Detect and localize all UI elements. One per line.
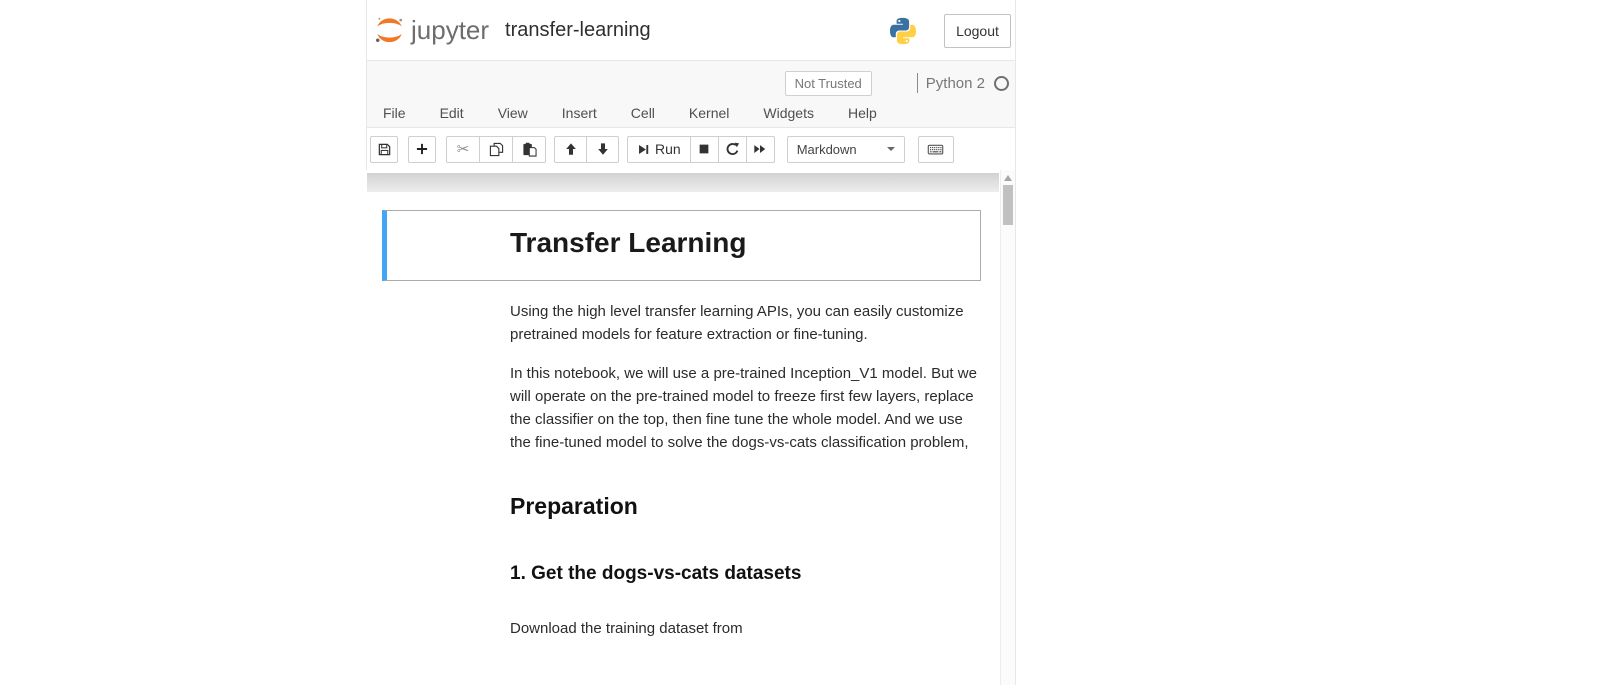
kernel-divider xyxy=(917,73,918,93)
header xyxy=(367,0,1015,60)
menu-widgets[interactable]: Widgets xyxy=(763,105,814,121)
run-button[interactable] xyxy=(627,136,691,163)
markdown-cells xyxy=(510,281,978,640)
heading-transfer-learning: Transfer Learning xyxy=(510,227,747,258)
scissors-icon: ✂ xyxy=(456,140,470,158)
status-row xyxy=(367,61,1015,98)
top-chrome xyxy=(366,0,1016,170)
run-button-label: Run xyxy=(655,141,681,157)
markdown-cell-intro-2[interactable]: In this notebook, we will use a pre-trained Inception_V1 model. But we will operate on the pre-trained model to freeze first few layers, replace the classifier on the top, then fine tune the whole model. And we use the fine-tuned model to solve the dogs-vs-cats classification problem, xyxy=(510,365,977,451)
menu-view[interactable]: View xyxy=(497,105,528,121)
menu-kernel[interactable]: Kernel xyxy=(688,105,730,121)
scrollbar[interactable] xyxy=(1000,170,1015,685)
scrollbar-thumb[interactable] xyxy=(1003,185,1013,225)
menu-file[interactable]: File xyxy=(383,105,406,121)
markdown-cell-download[interactable]: Download the training dataset from xyxy=(510,620,743,637)
paste-cells-button[interactable] xyxy=(512,136,546,163)
insert-cell-below-button[interactable] xyxy=(408,136,436,163)
move-button-group xyxy=(554,136,619,163)
kernel-idle-icon xyxy=(994,76,1009,91)
paste-icon xyxy=(522,142,537,157)
interrupt-kernel-button[interactable] xyxy=(690,136,719,163)
jupyter-logo[interactable] xyxy=(373,14,489,47)
copy-icon xyxy=(489,142,504,157)
menu-bar xyxy=(367,60,1015,128)
toolbar xyxy=(367,128,1015,170)
scroll-up-arrow[interactable] xyxy=(1004,175,1012,181)
python-logo-icon xyxy=(888,16,918,46)
trust-indicator[interactable]: Not Trusted xyxy=(785,71,872,96)
menu-cell[interactable]: Cell xyxy=(630,105,655,121)
cell-type-value: Markdown xyxy=(796,141,857,157)
heading-get-datasets[interactable]: 1. Get the dogs-vs-cats datasets xyxy=(510,563,802,584)
logout-button[interactable]: Logout xyxy=(944,14,1011,48)
chevron-down-icon xyxy=(887,147,895,151)
arrow-up-icon xyxy=(564,142,578,156)
move-cell-down-button[interactable] xyxy=(586,136,619,163)
clipboard-button-group xyxy=(446,136,546,163)
markdown-cell-intro-1[interactable]: Using the high level transfer learning APIs, you can easily customize pretrained models for feature extraction or fine-tuning. xyxy=(510,303,964,343)
command-palette-button[interactable] xyxy=(918,136,954,163)
cut-cells-button[interactable] xyxy=(446,136,480,163)
move-cell-up-button[interactable] xyxy=(554,136,587,163)
jupyter-wordmark: jupyter xyxy=(411,14,490,45)
plus-icon xyxy=(415,142,429,156)
notebook-area xyxy=(366,170,1016,685)
restart-kernel-button[interactable] xyxy=(718,136,747,163)
stop-icon xyxy=(697,142,711,156)
heading-preparation[interactable]: Preparation xyxy=(510,493,638,519)
run-button-group xyxy=(627,136,775,163)
menu-edit[interactable]: Edit xyxy=(439,105,464,121)
save-button[interactable] xyxy=(370,136,398,163)
notebook-container xyxy=(366,170,1000,685)
menu-help[interactable]: Help xyxy=(847,105,877,121)
menu-insert[interactable]: Insert xyxy=(561,105,597,121)
menu-row xyxy=(367,98,1015,128)
cell-type-select[interactable] xyxy=(787,136,905,163)
floppy-save-icon xyxy=(377,142,392,157)
kernel-name: Python 2 xyxy=(925,74,985,92)
arrow-down-icon xyxy=(596,142,610,156)
selected-markdown-cell[interactable] xyxy=(382,210,981,281)
jupyter-logo-icon xyxy=(373,14,406,47)
refresh-icon xyxy=(725,142,740,157)
fast-forward-icon xyxy=(753,142,767,156)
step-forward-icon xyxy=(637,143,650,156)
notebook-title[interactable]: transfer-learning xyxy=(505,18,651,41)
copy-cells-button[interactable] xyxy=(479,136,513,163)
jupyter-notebook-app xyxy=(366,0,1016,685)
restart-run-all-button[interactable] xyxy=(746,136,775,163)
keyboard-icon xyxy=(927,142,944,157)
